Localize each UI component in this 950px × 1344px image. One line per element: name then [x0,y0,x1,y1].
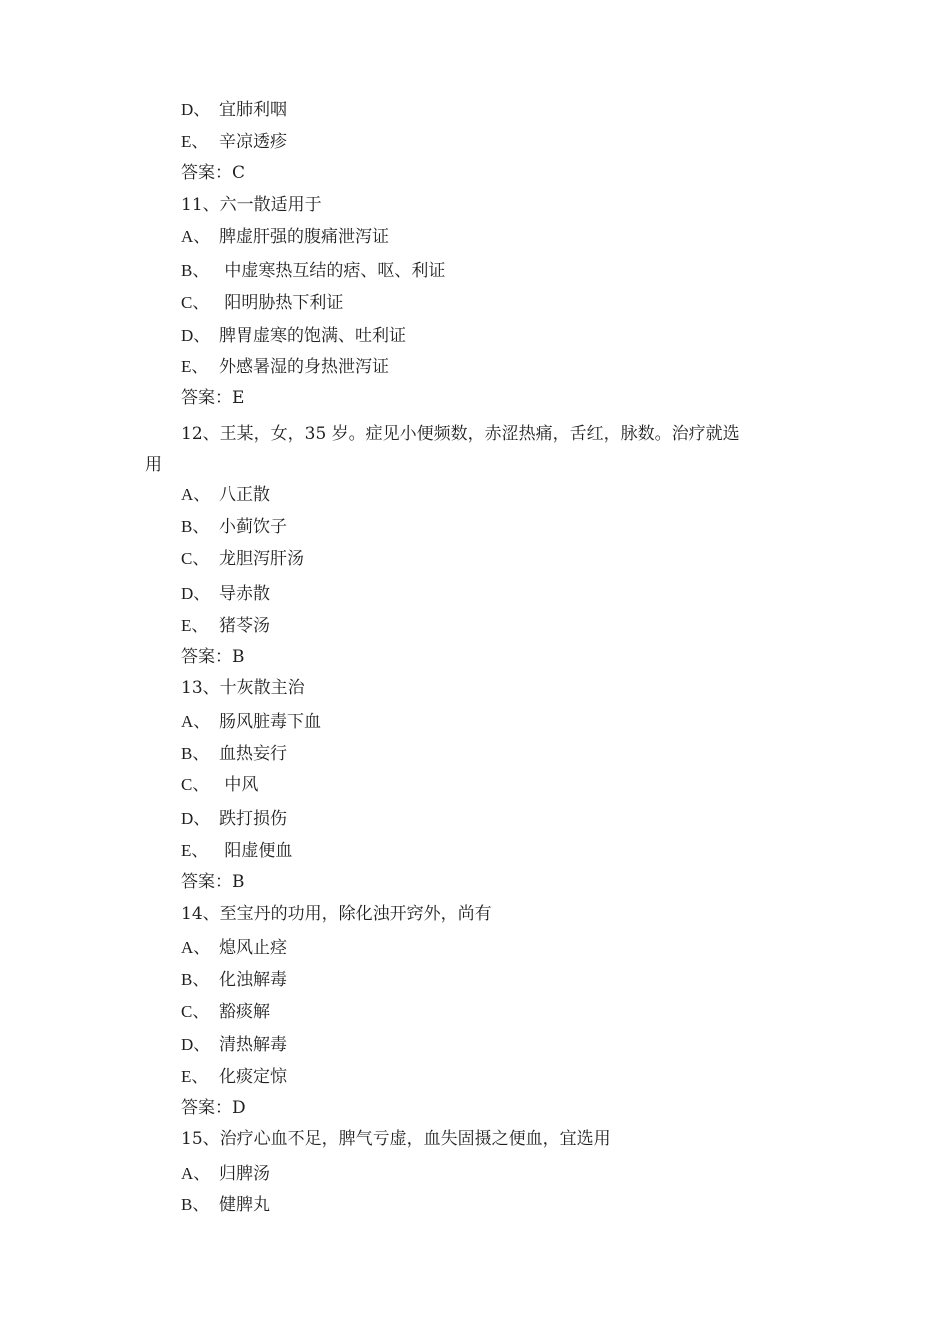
option-line [181,484,270,506]
option-line [181,99,287,121]
option-letter: C、 [181,293,210,312]
option-line [181,1066,287,1088]
option-letter: B、 [181,744,210,763]
answer-line: 答案：B [181,872,245,892]
option-letter: E、 [181,1067,209,1086]
option-line [181,1001,270,1023]
option-text: 辛凉透疹 [219,132,287,152]
option-line [181,808,287,830]
option-text: 归脾汤 [219,1164,270,1184]
option-text: 龙胆泻肝汤 [219,549,304,569]
option-text: 肠风脏毒下血 [219,712,321,732]
option-text: 阳虚便血 [219,841,293,861]
option-text: 中虚寒热互结的痞、呕、利证 [219,261,446,281]
option-line [181,1194,270,1216]
option-letter: D、 [181,809,211,828]
option-letter: E、 [181,616,209,635]
option-letter: A、 [181,712,211,731]
option-letter: D、 [181,1035,211,1054]
option-letter: D、 [181,326,211,345]
option-text: 脾胃虚寒的饱满、吐利证 [219,326,406,346]
option-text: 猪苓汤 [219,616,270,636]
option-line [181,774,258,796]
answer-line: 答案：B [181,647,245,667]
option-text: 血热妄行 [219,744,287,764]
option-letter: B、 [181,517,210,536]
option-line [181,516,287,538]
option-letter: D、 [181,100,211,119]
option-text: 熄风止痉 [219,938,287,958]
option-text: 外感暑湿的身热泄泻证 [219,357,389,377]
answer-line: 答案：C [181,163,246,183]
option-letter: E、 [181,132,209,151]
option-letter: C、 [181,775,210,794]
question-line: 11、六一散适用于 [181,195,322,215]
answer-line: 答案：E [181,388,245,408]
option-line [181,969,287,991]
option-line [181,743,287,765]
option-letter: D、 [181,584,211,603]
option-text: 导赤散 [219,584,270,604]
option-line [181,131,287,153]
option-line [181,840,292,862]
option-text: 清热解毒 [219,1035,287,1055]
option-letter: E、 [181,841,209,860]
option-letter: C、 [181,1002,210,1021]
option-letter: A、 [181,1164,211,1183]
option-line [181,325,406,347]
option-text: 小蓟饮子 [219,517,287,537]
option-line [181,583,270,605]
question-continuation: 用 [145,455,162,475]
option-text: 阳明胁热下利证 [219,293,344,313]
option-letter: B、 [181,261,210,280]
option-line [181,548,304,570]
option-letter: B、 [181,970,210,989]
answer-line: 答案：D [181,1098,246,1118]
option-letter: E、 [181,357,209,376]
option-text: 化浊解毒 [219,970,287,990]
option-text: 豁痰解 [219,1002,270,1022]
option-letter: C、 [181,549,210,568]
option-line [181,356,389,378]
option-line [181,1034,287,1056]
option-text: 宜肺利咽 [219,100,287,120]
option-line [181,260,445,282]
question-line: 15、治疗心血不足，脾气亏虚，血失固摄之便血，宜选用 [181,1129,611,1149]
option-line [181,711,321,733]
option-line [181,615,270,637]
option-line [181,1163,270,1185]
option-letter: A、 [181,938,211,957]
option-text: 八正散 [219,485,270,505]
option-letter: A、 [181,227,211,246]
question-line: 13、十灰散主治 [181,678,305,698]
question-line: 14、至宝丹的功用，除化浊开窍外，尚有 [181,904,492,924]
option-text: 化痰定惊 [219,1067,287,1087]
option-text: 脾虚肝强的腹痛泄泻证 [219,227,389,247]
question-line: 12、王某，女，35 岁。症见小便频数，赤涩热痛，舌红，脉数。治疗就选 [181,424,740,444]
option-text: 中风 [219,775,259,795]
option-line [181,937,287,959]
option-letter: A、 [181,485,211,504]
option-line [181,226,389,248]
option-letter: B、 [181,1195,210,1214]
option-text: 跌打损伤 [219,809,287,829]
option-text: 健脾丸 [219,1195,270,1215]
option-line [181,292,343,314]
